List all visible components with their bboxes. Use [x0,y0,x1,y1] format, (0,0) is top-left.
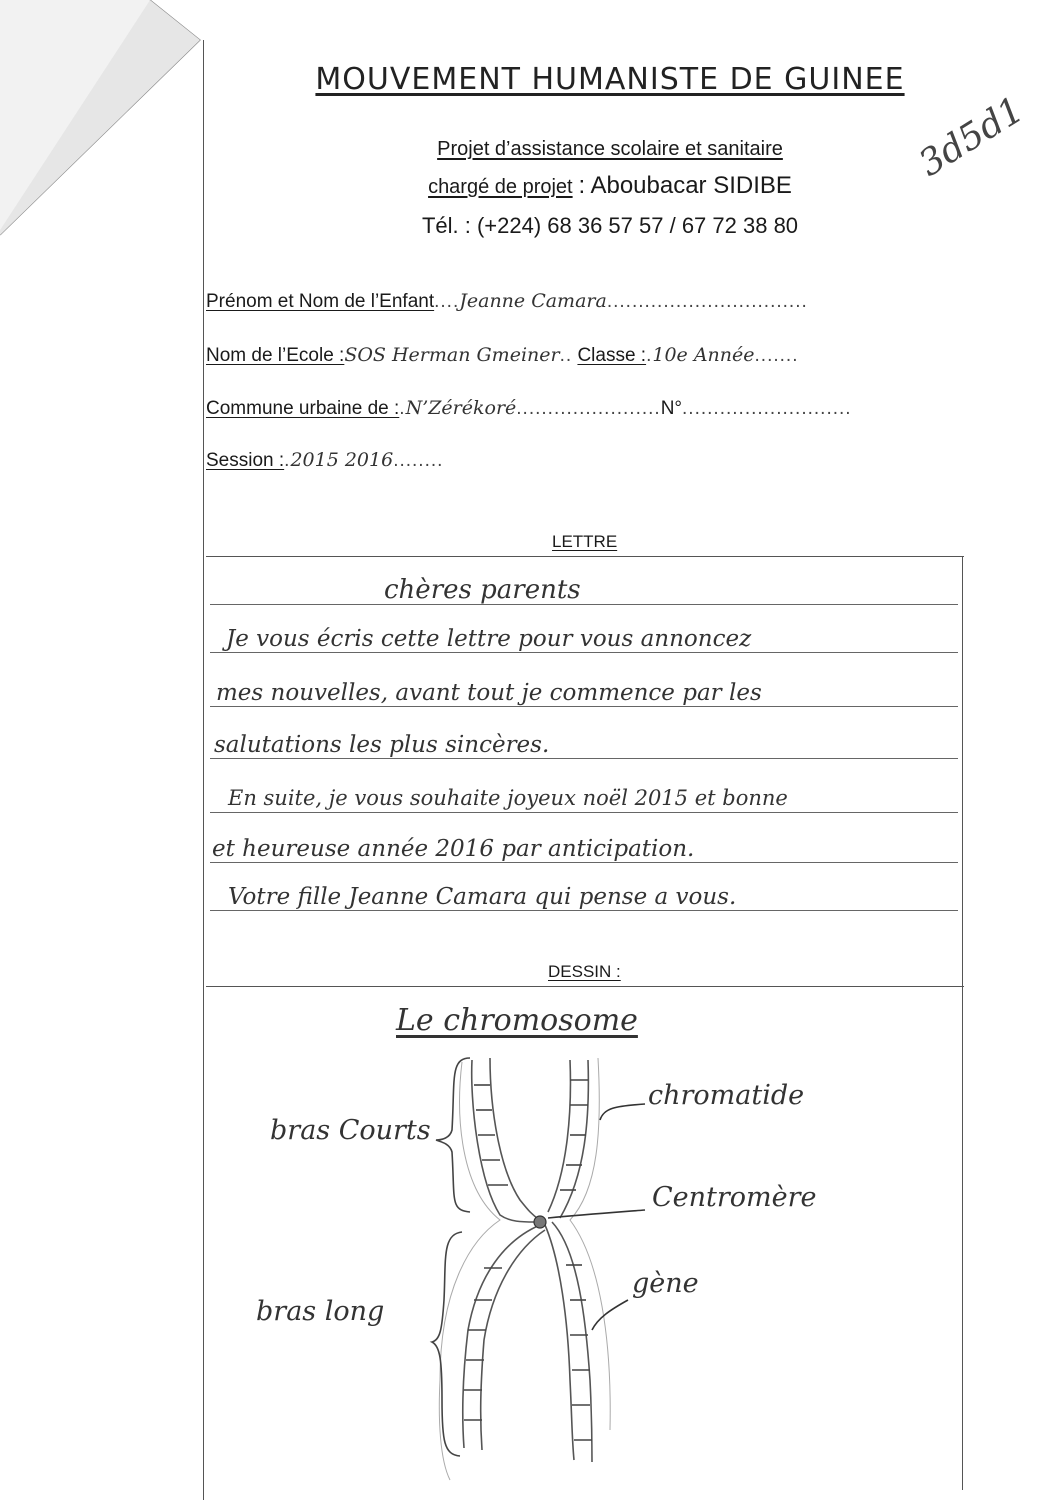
letter-line: Votre fille Jeanne Camara qui pense a vous. [228,884,737,910]
letter-line: et heureuse année 2016 par anticipation. [212,836,695,862]
school-label: Nom de l’Ecole : [206,345,345,366]
label-short-arms: bras Courts [270,1115,431,1146]
school-field: Nom de l’Ecole :SOS Herman Gmeiner.. Classe :.10e Année....... [206,344,799,366]
session-value: 2015 2016 [290,449,394,471]
letter-line: salutations les plus sincères. [214,732,550,758]
project-subtitle: Projet d’assistance scolaire et sanitaire [437,138,783,160]
organization-title: MOUVEMENT HUMANISTE DE GUINEE [315,62,905,97]
school-value: SOS Herman Gmeiner [344,344,560,366]
letter-line: En suite, je vous souhaite joyeux noël 2015 et bonne [228,786,788,810]
session-label: Session : [206,450,285,471]
number-label: N° [660,398,683,419]
letter-line: chères parents [384,575,581,605]
session-field: Session :.2015 2016........ [206,449,444,471]
label-chromatid: chromatide [648,1080,805,1111]
child-name-field: Prénom et Nom de l’Enfant....Jeanne Camara................................ [206,290,808,312]
child-name-value: Jeanne Camara [459,290,607,312]
label-gene: gène [632,1268,699,1299]
letter-line: Je vous écris cette lettre pour vous annoncez [226,626,752,652]
commune-label: Commune urbaine de : [206,398,400,419]
commune-value: N’Zérékoré [405,397,517,419]
class-value: 10e Année [652,344,755,366]
drawing-section-title: DESSIN : [548,962,621,981]
phone-line: Tél. : (+224) 68 36 57 57 / 67 72 38 80 [421,213,799,238]
drawing-title: Le chromosome [396,1003,638,1038]
label-centromere: Centromère [652,1182,817,1213]
label-long-arm: bras long [256,1296,385,1327]
manager-name: : Aboubacar SIDIBE [578,172,792,199]
child-name-label: Prénom et Nom de l’Enfant [206,291,435,312]
class-label: Classe : [577,345,647,366]
letter-line: mes nouvelles, avant tout je commence par les [216,680,762,706]
commune-field: Commune urbaine de :.N’Zérékoré.......................N°........................... [206,397,852,419]
manager-label: chargé de projet [428,176,573,198]
reference-number: 3d5d1 [912,89,1032,185]
letter-section-title: LETTRE [552,532,618,551]
